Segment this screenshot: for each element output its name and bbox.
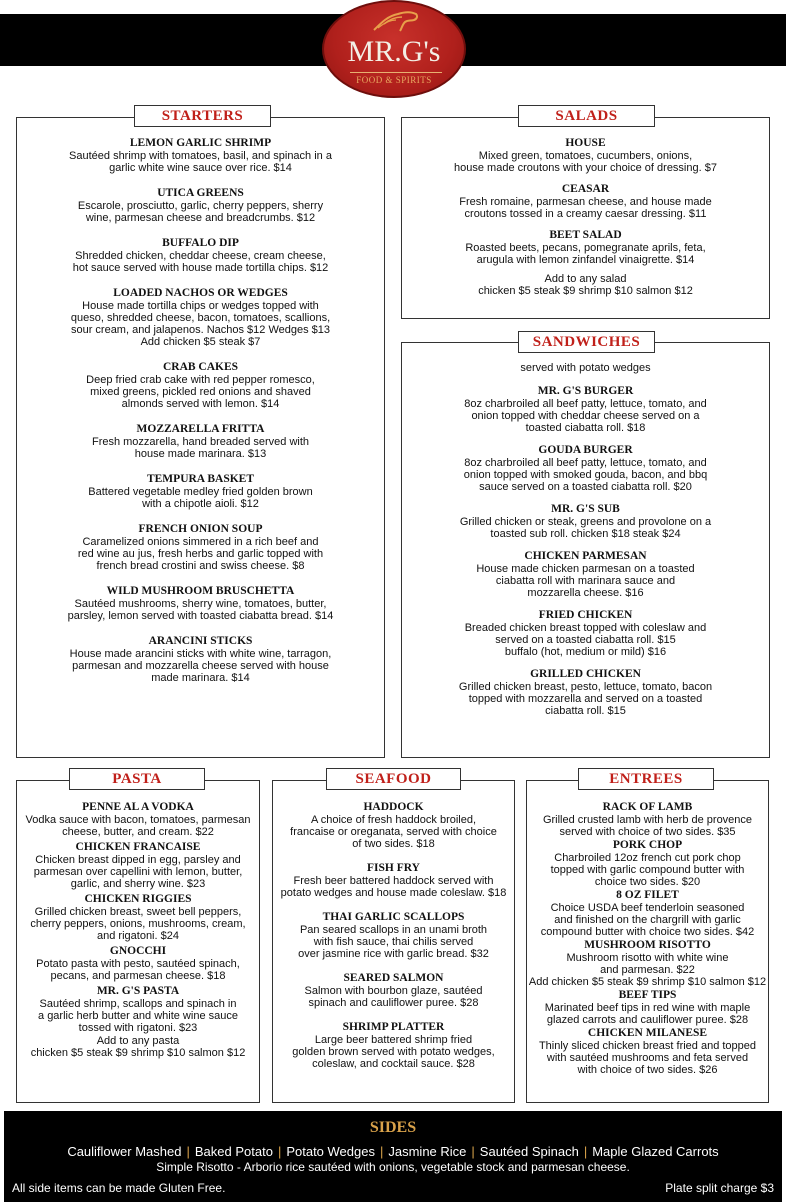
menu-item bbox=[401, 609, 770, 658]
menu-item bbox=[272, 862, 515, 899]
sandwiches-title: SANDWICHES bbox=[518, 331, 655, 353]
menu-item-description: Shredded chicken, cheddar cheese, cream cheese, bbox=[75, 250, 326, 262]
menu-item-name: FRIED CHICKEN bbox=[538, 609, 633, 621]
menu-item-description: Sautéed shrimp with tomatoes, basil, and spinach in a bbox=[69, 150, 332, 162]
horse-head-icon bbox=[372, 8, 422, 34]
menu-item-name: SEARED SALMON bbox=[343, 972, 444, 984]
menu-item-description: Fresh beer battered haddock served with bbox=[293, 875, 494, 887]
menu-item-description: arugula with lemon zinfandel vinaigrette. $14 bbox=[476, 254, 695, 266]
starters-title: STARTERS bbox=[134, 105, 271, 127]
menu-item-description: House made arancini sticks with white wine, tarragon, bbox=[69, 648, 332, 660]
menu-item bbox=[401, 444, 770, 493]
menu-item-description: buffalo (hot, medium or mild) $16 bbox=[504, 646, 667, 658]
menu-item bbox=[401, 385, 770, 434]
menu-item-name: CRAB CAKES bbox=[162, 361, 239, 373]
logo-subtitle: FOOD & SPIRITS bbox=[356, 75, 432, 85]
sandwiches-items bbox=[401, 362, 770, 727]
menu-item bbox=[16, 137, 385, 174]
menu-item-description: Sautéed shrimp, scallops and spinach in bbox=[39, 998, 237, 1010]
side-option: Sautéed Spinach bbox=[479, 1144, 579, 1159]
plate-split-note: Plate split charge $3 bbox=[665, 1181, 774, 1195]
add-protein-note: chicken $5 steak $9 shrimp $10 salmon $12 bbox=[478, 285, 693, 297]
menu-item-description: house made croutons with your choice of dressing. $7 bbox=[454, 162, 717, 174]
menu-item-description: Breaded chicken breast topped with coleslaw and bbox=[464, 622, 707, 634]
menu-item-description: Marinated beef tips in red wine with maple bbox=[544, 1002, 751, 1014]
menu-item-name: GNOCCHI bbox=[109, 945, 167, 957]
menu-item-name: GOUDA BURGER bbox=[538, 444, 633, 456]
seafood-items bbox=[272, 801, 515, 1082]
menu-item bbox=[526, 1027, 769, 1076]
menu-item bbox=[526, 801, 769, 838]
menu-item bbox=[401, 183, 770, 220]
menu-item bbox=[526, 889, 769, 938]
menu-item-name: MUSHROOM RISOTTO bbox=[584, 939, 711, 951]
menu-item bbox=[16, 523, 385, 572]
menu-item bbox=[16, 945, 260, 982]
menu-item-description: Battered vegetable medley fried golden brown bbox=[88, 486, 313, 498]
menu-item-description: pecans, and parmesan cheese. $18 bbox=[50, 970, 226, 982]
menu-item-name: LEMON GARLIC SHRIMP bbox=[129, 137, 272, 149]
menu-item bbox=[16, 985, 260, 1034]
menu-item-description: ciabatta roll with marinara sauce and bbox=[495, 575, 676, 587]
menu-item bbox=[16, 635, 385, 684]
menu-item-name: LOADED NACHOS OR WEDGES bbox=[113, 287, 288, 299]
menu-item-description: Escarole, prosciutto, garlic, cherry peppers, sherry bbox=[77, 200, 324, 212]
menu-item-description: over jasmine rice with garlic bread. $32 bbox=[298, 948, 489, 960]
restaurant-logo bbox=[322, 0, 466, 98]
menu-item bbox=[16, 287, 385, 348]
menu-item bbox=[16, 237, 385, 274]
simple-risotto-note: Simple Risotto - Arborio rice sautéed with onions, vegetable stock and parmesan cheese. bbox=[156, 1160, 630, 1174]
menu-item-description: with choice of two sides. $26 bbox=[577, 1064, 718, 1076]
menu-item-description: Caramelized onions simmered in a rich beef and bbox=[82, 536, 319, 548]
menu-item-name: RACK OF LAMB bbox=[602, 801, 693, 813]
menu-item-description: onion topped with cheddar cheese served on a bbox=[471, 410, 700, 422]
menu-item-description: Grilled chicken breast, pesto, lettuce, tomato, bacon bbox=[458, 681, 713, 693]
menu-item-description: A choice of fresh haddock broiled, bbox=[310, 814, 477, 826]
menu-item-description: Charbroiled 12oz french cut pork chop bbox=[554, 852, 741, 864]
menu-item-description: Grilled chicken breast, sweet bell peppers, bbox=[34, 906, 242, 918]
menu-item bbox=[16, 801, 260, 838]
side-option: Jasmine Rice bbox=[388, 1144, 467, 1159]
pasta-items bbox=[16, 801, 260, 1059]
menu-item-description: Potato pasta with pesto, sautéed spinach, bbox=[36, 958, 240, 970]
menu-item-name: CHICKEN MILANESE bbox=[587, 1027, 708, 1039]
sides-bar bbox=[4, 1111, 782, 1202]
add-protein-note: Add to any salad bbox=[544, 273, 627, 285]
menu-item-description: garlic, and sherry wine. $23 bbox=[70, 878, 206, 890]
menu-item-description: croutons tossed in a creamy caesar dressing. $11 bbox=[464, 208, 707, 220]
menu-item-name: MR. G'S SUB bbox=[551, 503, 620, 515]
menu-item-name: BUFFALO DIP bbox=[162, 237, 239, 249]
menu-item-name: BEEF TIPS bbox=[618, 989, 677, 1001]
entrees-title: ENTREES bbox=[578, 768, 714, 790]
menu-item bbox=[401, 550, 770, 599]
menu-item-description: toasted sub roll. chicken $18 steak $24 bbox=[490, 528, 681, 540]
menu-item-description: hot sauce served with house made tortilla chips. $12 bbox=[72, 262, 329, 274]
menu-item-description: parmesan and mozzarella cheese served with house bbox=[72, 660, 329, 672]
menu-item-description: 8oz charbroiled all beef patty, lettuce, tomato, and bbox=[464, 398, 707, 410]
menu-item-name: PENNE AL A VODKA bbox=[82, 801, 194, 813]
menu-item-description: golden brown served with potato wedges, bbox=[292, 1046, 495, 1058]
sides-options: Cauliflower Mashed | Baked Potato | Potato Wedges | Jasmine Rice | Sautéed Spinach | Maple Glazed Carrots bbox=[67, 1144, 719, 1159]
menu-item-description: Pan seared scallops in an unami broth bbox=[299, 924, 488, 936]
menu-item-description: Add chicken $5 steak $7 bbox=[140, 336, 261, 348]
menu-item bbox=[16, 473, 385, 510]
menu-item-description: Large beer battered shrimp fried bbox=[314, 1034, 473, 1046]
menu-item-name: CHICKEN FRANCAISE bbox=[75, 841, 201, 853]
add-protein-note: Add to any pasta bbox=[96, 1035, 180, 1047]
menu-item-description: with sautéed mushrooms and feta served bbox=[546, 1052, 749, 1064]
menu-item-description: queso, shredded cheese, bacon, tomatoes, scallions, bbox=[70, 312, 331, 324]
section-intro: served with potato wedges bbox=[520, 362, 651, 374]
entrees-items bbox=[526, 801, 769, 1077]
menu-item-description: Fresh mozzarella, hand breaded served with bbox=[91, 436, 310, 448]
side-option: Maple Glazed Carrots bbox=[592, 1144, 719, 1159]
menu-item-name: CHICKEN PARMESAN bbox=[524, 550, 647, 562]
menu-item-description: onion topped with smoked gouda, bacon, and bbq bbox=[463, 469, 708, 481]
menu-item-description: topped with mozzarella and served on a toasted bbox=[468, 693, 703, 705]
menu-item-description: Vodka sauce with bacon, tomatoes, parmesan bbox=[25, 814, 251, 826]
starters-items bbox=[16, 137, 385, 697]
menu-item-description: topped with garlic compound butter with bbox=[550, 864, 745, 876]
menu-item-description: tossed with rigatoni. $23 bbox=[78, 1022, 198, 1034]
menu-item-name: SHRIMP PLATTER bbox=[342, 1021, 445, 1033]
menu-item bbox=[16, 187, 385, 224]
menu-item bbox=[526, 989, 769, 1026]
menu-item-description: Mushroom risotto with white wine bbox=[566, 952, 729, 964]
menu-item-name: HADDOCK bbox=[363, 801, 424, 813]
menu-item bbox=[401, 137, 770, 174]
menu-item-description: with fish sauce, thai chilis served bbox=[313, 936, 474, 948]
logo-divider bbox=[350, 72, 442, 73]
menu-item-description: served on a toasted ciabatta roll. $15 bbox=[495, 634, 676, 646]
menu-item bbox=[526, 839, 769, 888]
menu-item-description: garlic white wine sauce over rice. $14 bbox=[109, 162, 292, 174]
menu-item-description: Fresh romaine, parmesan cheese, and house made bbox=[459, 196, 712, 208]
menu-item-description: sour cream, and jalapenos. Nachos $12 Wedges $13 bbox=[70, 324, 331, 336]
menu-item-name: MR. G'S PASTA bbox=[96, 985, 180, 997]
pasta-title: PASTA bbox=[69, 768, 205, 790]
menu-item-description: Deep fried crab cake with red pepper romesco, bbox=[86, 374, 315, 386]
menu-item bbox=[401, 668, 770, 717]
menu-item-description: ciabatta roll. $15 bbox=[545, 705, 626, 717]
menu-item-description: made marinara. $14 bbox=[151, 672, 250, 684]
menu-item-description: parmesan over capellini with lemon, butter, bbox=[33, 866, 243, 878]
menu-item-description: House made chicken parmesan on a toasted bbox=[476, 563, 695, 575]
menu-item-description: 8oz charbroiled all beef patty, lettuce, tomato, and bbox=[464, 457, 707, 469]
salads-title: SALADS bbox=[518, 105, 655, 127]
add-protein-note: chicken $5 steak $9 shrimp $10 salmon $12 bbox=[30, 1047, 246, 1059]
menu-item-name: PORK CHOP bbox=[612, 839, 683, 851]
menu-item bbox=[16, 841, 260, 890]
menu-item-name: MOZZARELLA FRITTA bbox=[136, 423, 265, 435]
menu-item-name: UTICA GREENS bbox=[157, 187, 244, 199]
side-option: Baked Potato bbox=[194, 1144, 273, 1159]
menu-item-description: mixed greens, pickled red onions and shaved bbox=[90, 386, 311, 398]
menu-item-description: glazed carrots and cauliflower puree. $28 bbox=[546, 1014, 749, 1026]
salads-items bbox=[401, 137, 770, 297]
logo-name: MR.G's bbox=[347, 35, 441, 68]
menu-item-name: TEMPURA BASKET bbox=[146, 473, 255, 485]
menu-item-description: Sautéed mushrooms, sherry wine, tomatoes, butter, bbox=[74, 598, 327, 610]
menu-item bbox=[401, 503, 770, 540]
menu-item bbox=[272, 911, 515, 960]
menu-item-description: and rigatoni. $24 bbox=[97, 930, 179, 942]
menu-item bbox=[272, 801, 515, 850]
menu-item-description: Grilled chicken or steak, greens and provolone on a bbox=[459, 516, 712, 528]
menu-item bbox=[16, 585, 385, 622]
menu-item-description: and parmesan. $22 bbox=[600, 964, 695, 976]
menu-item-description: francaise or oreganata, served with choice bbox=[290, 826, 497, 838]
menu-item-name: 8 OZ FILET bbox=[616, 889, 679, 901]
menu-item-description: Chicken breast dipped in egg, parsley and bbox=[35, 854, 241, 866]
menu-item-description: Thinly sliced chicken breast fried and topped bbox=[538, 1040, 757, 1052]
menu-item-name: GRILLED CHICKEN bbox=[530, 668, 641, 680]
menu-item-description: mozzarella cheese. $16 bbox=[527, 587, 644, 599]
menu-item-name: THAI GARLIC SCALLOPS bbox=[322, 911, 465, 923]
menu-item-name: CEASAR bbox=[561, 183, 610, 195]
menu-item-description: Choice USDA beef tenderloin seasoned bbox=[550, 902, 745, 914]
menu-item-description: french bread crostini and swiss cheese. $8 bbox=[96, 560, 305, 572]
menu-item-description: cheese, butter, and cream. $22 bbox=[62, 826, 214, 838]
menu-item-description: red wine au jus, fresh herbs and garlic topped with bbox=[77, 548, 324, 560]
menu-item-description: House made tortilla chips or wedges topped with bbox=[82, 300, 319, 312]
menu-item-description: parsley, lemon served with toasted ciabatta bread. $14 bbox=[67, 610, 334, 622]
menu-item bbox=[16, 423, 385, 460]
menu-item-name: ARANCINI STICKS bbox=[148, 635, 253, 647]
menu-item-description: a garlic herb butter and white wine sauce bbox=[38, 1010, 238, 1022]
menu-item-description: almonds served with lemon. $14 bbox=[121, 398, 280, 410]
menu-item bbox=[16, 361, 385, 410]
menu-item-description: Roasted beets, pecans, pomegranate aprils, feta, bbox=[465, 242, 706, 254]
menu-item bbox=[526, 939, 769, 988]
seafood-title: SEAFOOD bbox=[326, 768, 461, 790]
menu-item bbox=[16, 893, 260, 942]
menu-item bbox=[272, 1021, 515, 1070]
menu-item bbox=[401, 229, 770, 266]
menu-item-name: WILD MUSHROOM BRUSCHETTA bbox=[106, 585, 295, 597]
menu-item-name: FRENCH ONION SOUP bbox=[138, 523, 263, 535]
menu-item-description: Add chicken $5 steak $9 shrimp $10 salmon $12 bbox=[528, 976, 767, 988]
menu-item-description: of two sides. $18 bbox=[352, 838, 435, 850]
menu-item-description: cherry peppers, onions, mushrooms, cream, bbox=[30, 918, 246, 930]
menu-item-description: and finished on the chargrill with garlic bbox=[554, 914, 741, 926]
menu-item-description: served with choice of two sides. $35 bbox=[559, 826, 736, 838]
menu-item-description: with a chipotle aioli. $12 bbox=[142, 498, 259, 510]
side-option: Cauliflower Mashed bbox=[67, 1144, 182, 1159]
menu-item-description: coleslaw, and cocktail sauce. $28 bbox=[312, 1058, 475, 1070]
sides-title: SIDES bbox=[369, 1119, 417, 1136]
menu-item-description: spinach and cauliflower puree. $28 bbox=[308, 997, 479, 1009]
menu-item-description: sauce served on a toasted ciabatta roll. $20 bbox=[479, 481, 692, 493]
menu-item-description: toasted ciabatta roll. $18 bbox=[525, 422, 646, 434]
menu-item-name: BEET SALAD bbox=[549, 229, 622, 241]
side-option: Potato Wedges bbox=[286, 1144, 375, 1159]
menu-item-description: potato wedges and house made coleslaw. $18 bbox=[280, 887, 507, 899]
menu-item-description: Mixed green, tomatoes, cucumbers, onions, bbox=[478, 150, 693, 162]
menu-item-name: FISH FRY bbox=[367, 862, 420, 874]
menu-item-description: compound butter with choice two sides. $42 bbox=[540, 926, 755, 938]
menu-item-name: MR. G'S BURGER bbox=[537, 385, 634, 397]
menu-item-description: Grilled crusted lamb with herb de provence bbox=[542, 814, 753, 826]
menu-item-description: Salmon with bourbon glaze, sautéed bbox=[304, 985, 483, 997]
menu-item-description: choice two sides. $20 bbox=[594, 876, 701, 888]
menu-item-name: CHICKEN RIGGIES bbox=[84, 893, 192, 905]
menu-item-description: house made marinara. $13 bbox=[134, 448, 267, 460]
menu-item bbox=[272, 972, 515, 1009]
menu-item-description: wine, parmesan cheese and breadcrumbs. $12 bbox=[85, 212, 316, 224]
gluten-free-note: All side items can be made Gluten Free. bbox=[12, 1181, 226, 1195]
menu-item-name: HOUSE bbox=[565, 137, 606, 149]
